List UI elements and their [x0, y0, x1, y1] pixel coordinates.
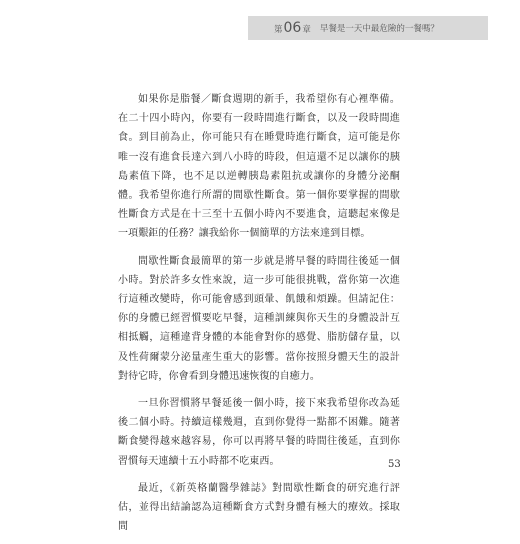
paragraph-1: 如果你是脂餐／斷食週期的新手，我希望你有心裡準備。在二十四小時內，你要有一段時間進行斷食，以及一段時間進食。到目前為止，你可能只有在睡覺時進行斷食，這可能是你唯一沒有進食長達六到八小時的時段，但這還不足以讓你的胰島素值下降，也不足以逆轉胰島素阻抗或讓你的身體分泌酮體。我希望你進行所謂的間歇性斷食。第一個你要掌握的間歇性斷食方式是在十三至十五個小時內不要進食，這聽起來像是一項艱鉅的任務？讓我給你一個簡單的方法來達到目標。	[118, 94, 400, 240]
chapter-prefix: 第	[274, 25, 283, 35]
paragraph-2: 間歇性斷食最簡單的第一步就是將早餐的時間往後延一個小時。對於許多女性來說，這一步可能很挑戰，當你第一次進行這種改變時，你可能會感到頭暈、飢餓和煩躁。但請記住：你的身體已經習慣要吃早餐，這種訓練與你天生的身體設計互相抵觸，這種違背身體的本能會對你的感覺、脂肪儲存量，以及性荷爾蒙分泌量產生重大的影響。當你按照身體天生的設計對待它時，你會看到身體迅速恢復的自癒力。	[118, 255, 400, 382]
paragraph-3: 一旦你習慣將早餐延後一個小時，接下來我希望你改為延後二個小時。持續這樣幾週，直到你覺得一點都不困難。隨著斷食變得越來越容易，你可以再將早餐的時間往後延，直到你習慣每天連續十五小時都不吃東西。	[118, 398, 400, 467]
chapter-label	[274, 20, 311, 36]
chapter-suffix: 章	[302, 25, 311, 35]
chapter-number: 06	[283, 20, 302, 36]
chapter-title: 早餐是一天中最危險的一餐嗎？	[319, 24, 439, 34]
body-text	[118, 90, 400, 544]
paragraph-4: 最近，《新英格蘭醫學雜誌》對間歇性斷食的研究進行評估，並得出結論認為這種斷食方式對身體有極大的療效。採取間	[118, 482, 400, 533]
running-header	[248, 16, 488, 40]
page-number: 53	[388, 459, 401, 470]
